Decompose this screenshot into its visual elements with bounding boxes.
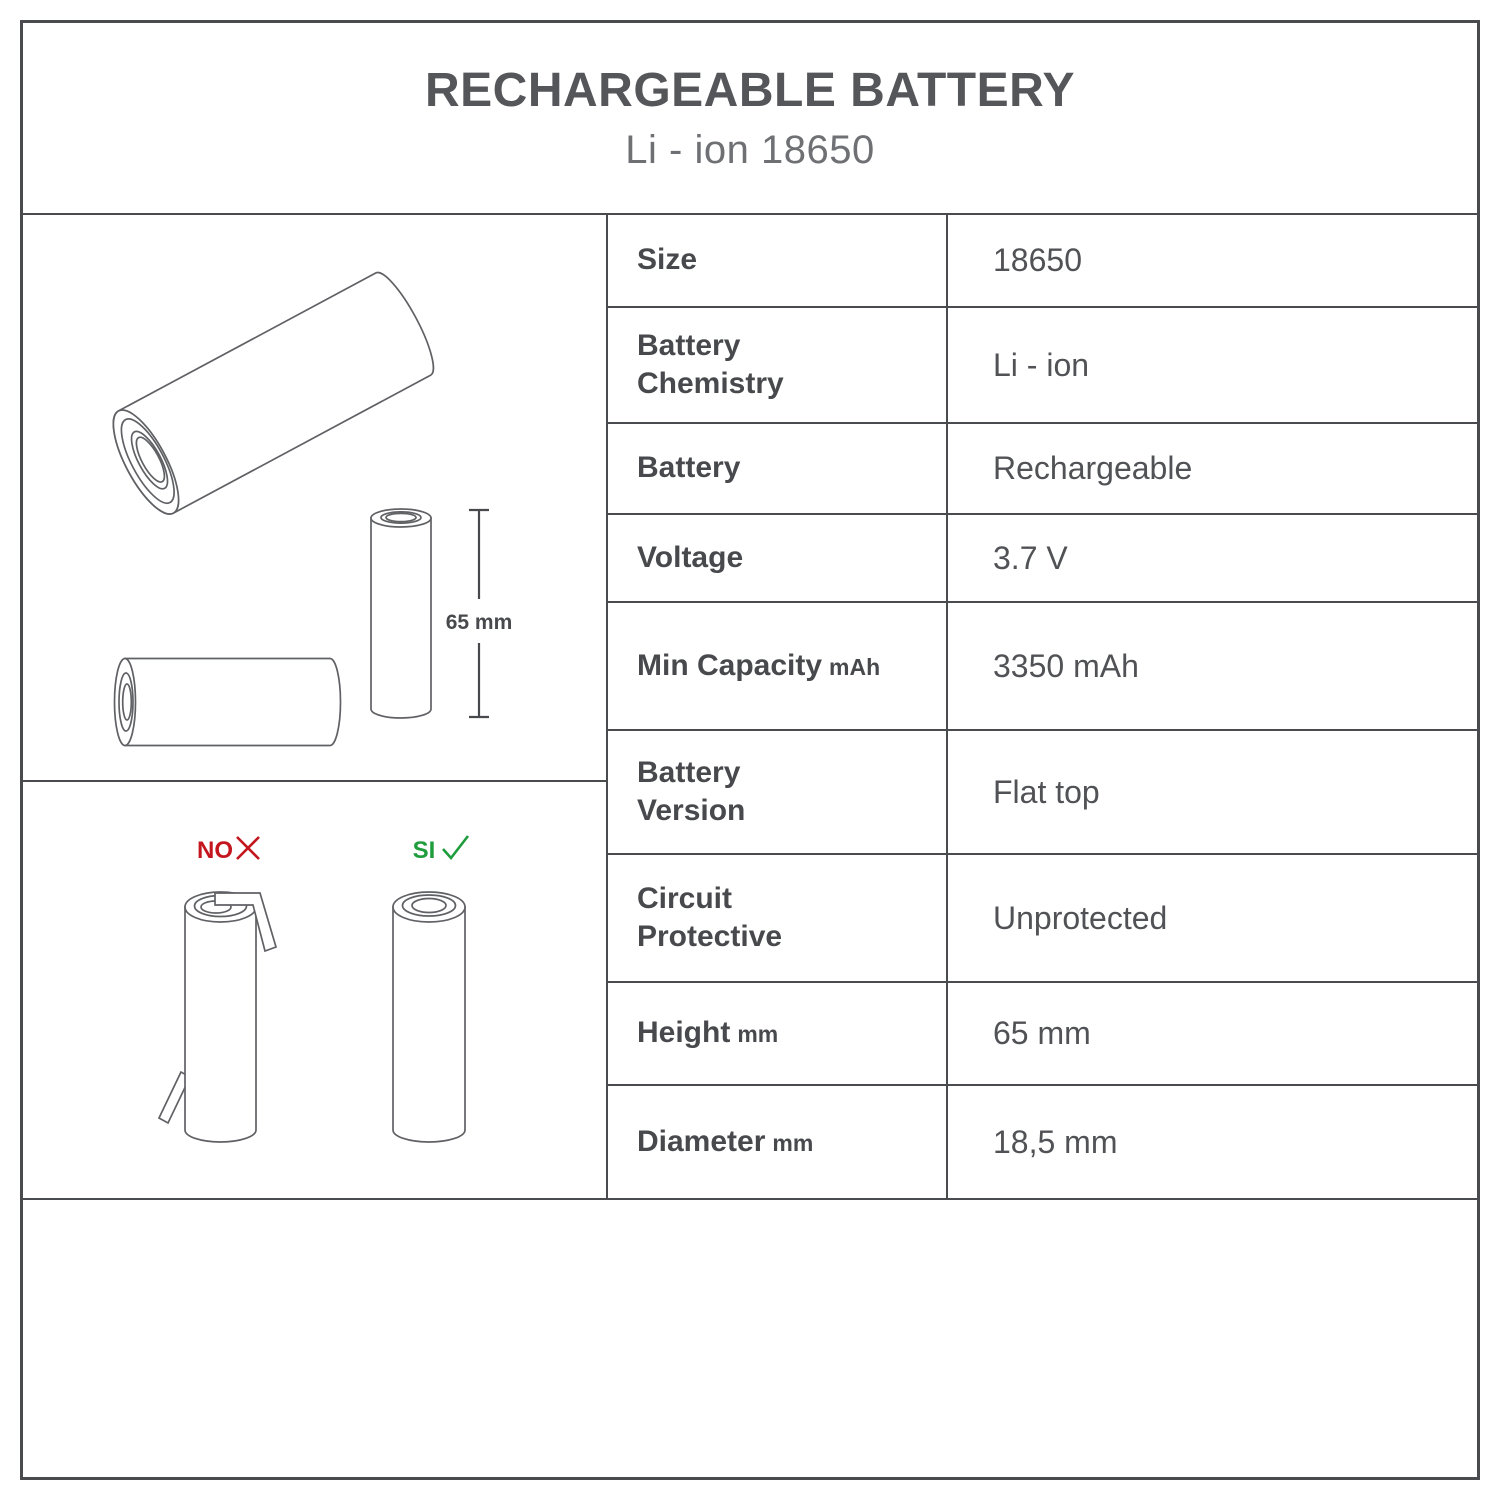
row-value: Flat top: [993, 773, 1100, 810]
table-row: [608, 603, 1477, 731]
row-label: Battery Chemistry: [608, 308, 948, 422]
battery-flat-top-drawing: [393, 892, 465, 1142]
row-label: Diameter mm: [608, 1086, 948, 1198]
row-value: 18650: [993, 242, 1082, 278]
page-title: RECHARGEABLE BATTERY: [424, 64, 1075, 117]
battery-illustration-panel: [23, 215, 606, 780]
table-row: [608, 1086, 1477, 1198]
row-label: Circuit Protective: [608, 855, 948, 981]
comparison-panel: [23, 782, 606, 1198]
table-row: [608, 515, 1477, 603]
row-label: Size: [608, 215, 948, 306]
row-value: 3.7 V: [993, 539, 1068, 576]
page-subtitle: Li - ion 18650: [625, 128, 875, 172]
battery-horizontal-drawing: [115, 659, 341, 746]
row-value: Unprotected: [993, 899, 1168, 936]
dimension-label: 65 mm: [445, 611, 513, 634]
battery-diagonal-drawing: [101, 266, 443, 522]
row-value: Rechargeable: [993, 450, 1193, 486]
x-icon: [237, 837, 259, 859]
table-row: [608, 215, 1477, 308]
table-row: [608, 424, 1477, 515]
row-value: 65 mm: [993, 1015, 1091, 1051]
yes-label: SI: [412, 837, 436, 864]
row-label: Voltage: [608, 515, 948, 601]
row-value: 18,5 mm: [993, 1123, 1118, 1160]
height-dimension: [446, 510, 513, 717]
spec-table: [608, 215, 1477, 1199]
row-value: Li - ion: [993, 346, 1090, 383]
row-value: 3350 mAh: [993, 647, 1139, 684]
table-row: [608, 983, 1477, 1086]
row-label: Battery Version: [608, 731, 948, 853]
no-label: NO: [197, 837, 233, 864]
table-row: [608, 731, 1477, 855]
battery-vertical-drawing: [371, 509, 431, 718]
table-row: [608, 855, 1477, 983]
row-label: Min Capacity mAh: [608, 603, 948, 729]
header: [23, 23, 1477, 213]
table-row: [608, 308, 1477, 424]
row-label: Height mm: [608, 983, 948, 1084]
row-label: Battery: [608, 424, 948, 513]
check-icon: [443, 836, 468, 858]
battery-with-tabs-drawing: [159, 892, 276, 1142]
